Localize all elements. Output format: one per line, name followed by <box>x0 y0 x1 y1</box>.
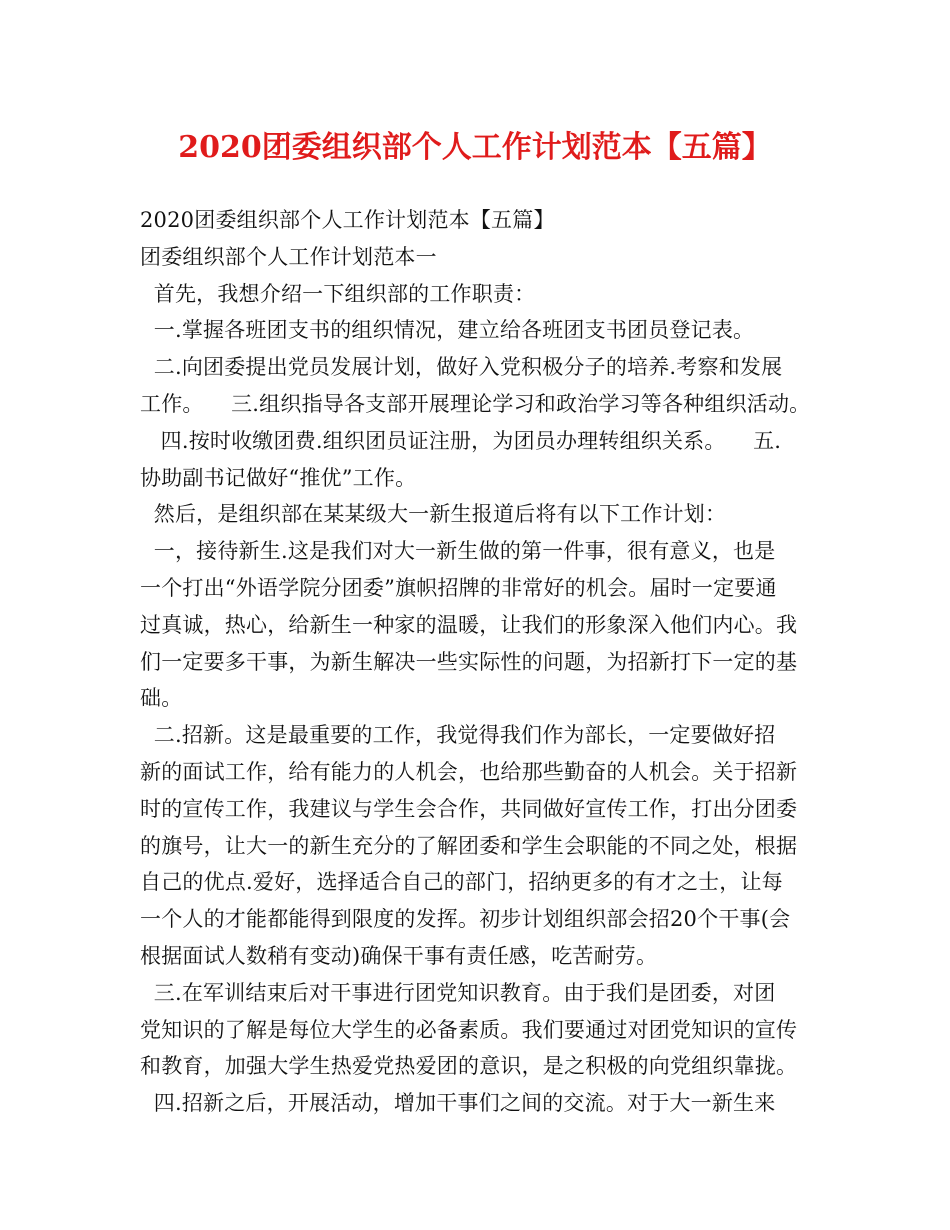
body-line: 然后，是组织部在某某级大一新生报道后将有以下工作计划： <box>140 502 727 527</box>
body-line: 四.招新之后，开展活动，增加干事们之间的交流。对于大一新生来 <box>140 1091 776 1116</box>
body-line: 团委组织部个人工作计划范本一 <box>140 244 437 269</box>
body-line: 协助副书记做好“推优”工作。 <box>140 465 417 490</box>
body-line: 根据面试人数稍有变动)确保干事有责任感，吃苦耐劳。 <box>140 943 658 968</box>
body-line: 首先，我想介绍一下组织部的工作职责： <box>140 281 536 306</box>
body-line: 过真诚，热心，给新生一种家的温暖，让我们的形象深入他们内心。我 <box>140 612 798 637</box>
body-line: 2020团委组织部个人工作计划范本【五篇】 <box>140 208 555 232</box>
body-line: 们一定要多干事，为新生解决一些实际性的问题，为招新打下一定的基 <box>140 649 798 674</box>
body-line: 一.掌握各班团支书的组织情况，建立给各班团支书团员登记表。 <box>140 318 755 343</box>
body-line: 工作。 三.组织指导各支部开展理论学习和政治学习等各种组织活动。 <box>140 391 811 416</box>
body-line: 四.按时收缴团费.组织团员证注册，为团员办理转组织关系。 五. <box>140 428 782 453</box>
body-line: 的旗号，让大一的新生充分的了解团委和学生会职能的不同之处，根据 <box>140 833 798 858</box>
body-line: 三.在军训结束后对干事进行团党知识教育。由于我们是团委，对团 <box>140 980 776 1005</box>
body-line: 一个人的才能都能得到限度的发挥。初步计划组织部会招20个干事(会 <box>140 907 791 932</box>
body-line: 础。 <box>140 686 183 711</box>
body-line: 二.向团委提出党员发展计划，做好入党积极分子的培养.考察和发展 <box>140 355 783 380</box>
document-title: 2020团委组织部个人工作计划范本【五篇】 <box>178 130 772 165</box>
body-line: 党知识的了解是每位大学生的必备素质。我们要通过对团党知识的宣传 <box>140 1017 798 1042</box>
body-line: 一个打出“外语学院分团委”旗帜招牌的非常好的机会。届时一定要通 <box>140 575 777 600</box>
body-line: 自己的优点.爱好，选择适合自己的部门，招纳更多的有才之士，让每 <box>140 870 783 895</box>
body-line: 二.招新。这是最重要的工作，我觉得我们作为部长，一定要做好招 <box>140 723 776 748</box>
body-line: 新的面试工作，给有能力的人机会，也给那些勤奋的人机会。关于招新 <box>140 759 798 784</box>
body-line: 和教育，加强大学生热爱党热爱团的意识，是之积极的向党组织靠拢。 <box>140 1054 798 1079</box>
document-body <box>140 202 820 1122</box>
body-line: 一，接待新生.这是我们对大一新生做的第一件事，很有意义，也是 <box>140 539 776 564</box>
body-line: 时的宣传工作，我建议与学生会合作，共同做好宣传工作，打出分团委 <box>140 796 798 821</box>
